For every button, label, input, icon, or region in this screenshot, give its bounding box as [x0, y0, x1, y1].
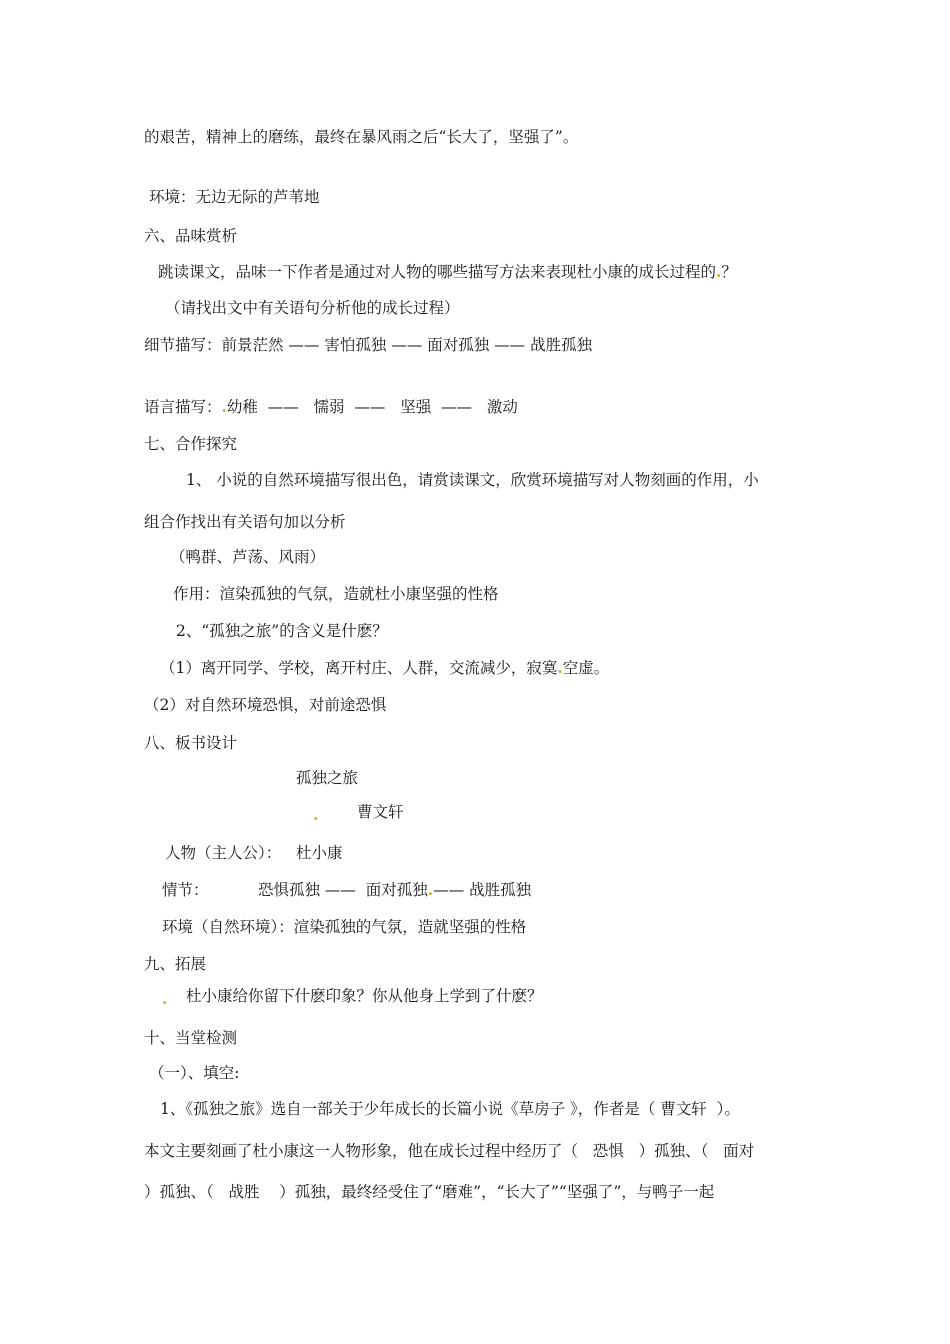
text-line: （请找出文中有关语句分析他的成长过程）	[165, 299, 460, 317]
text-span: 恐惧孤独 —— 面对孤独	[258, 881, 428, 899]
text-line: 杜小康给你留下什麽印象？你从他身上学到了什麽？	[186, 987, 543, 1005]
text-line: 情节：	[162, 881, 209, 899]
text-span: 空虚。	[562, 659, 610, 677]
marker-dot: .	[557, 658, 563, 677]
text-line: 作用：渲染孤独的气氛，造就杜小康坚强的性格	[173, 585, 499, 603]
text-line: 组合作找出有关语句加以分析	[144, 513, 346, 531]
text-span: ？	[721, 263, 737, 281]
text-span: 语言描写：	[144, 398, 222, 416]
text-span: （1）离开同学、学校，离开村庄、人群，交流减少，寂寞	[160, 659, 558, 677]
section-heading: 九、拓展	[144, 955, 207, 973]
text-line: 2、“孤独之旅”的含义是什麽？	[176, 622, 388, 640]
text-line	[144, 397, 518, 417]
section-heading: 六、品味赏析	[144, 227, 238, 245]
text-line: 1、 小说的自然环境描写很出色，请赏读课文，欣赏环境描写对人物刻画的作用，小	[186, 471, 759, 489]
text-line: （鸭群、芦荡、风雨）	[170, 548, 326, 566]
board-author: 曹文轩	[357, 803, 404, 821]
text-line: 1、《孤独之旅》选自一部关于少年成长的长篇小说《草房子 》，作者是（ 曹文轩 ）。	[160, 1100, 740, 1118]
text-line: （2）对自然环境恐惧，对前途恐惧	[144, 696, 387, 714]
marker-dot: .	[313, 805, 319, 824]
text-span: —— 战胜孤独	[433, 881, 532, 899]
text-line	[258, 880, 531, 900]
board-title: 孤独之旅	[296, 769, 359, 787]
text-line: （一）、填空:	[149, 1064, 240, 1082]
section-heading: 七、合作探究	[144, 435, 238, 453]
text-line: 的艰苦，精神上的磨练，最终在暴风雨之后“长大了，坚强了”。	[144, 128, 579, 146]
text-line: 本文主要刻画了杜小康这一人物形象，他在成长过程中经历了（ 恐惧 ）孤独、（ 面对	[144, 1142, 755, 1160]
section-heading: 八、板书设计	[144, 734, 238, 752]
text-line	[160, 658, 609, 678]
text-line	[158, 262, 737, 282]
marker-dot: .	[162, 989, 168, 1008]
text-line: 人物（主人公）： 杜小康	[165, 844, 343, 862]
marker-dot: .	[221, 397, 227, 416]
text-line: 环境：无边无际的芦苇地	[149, 188, 320, 206]
text-span: 跳读课文，品味一下作者是通过对人物的哪些描写方法来表现杜小康的成长过程的	[158, 263, 717, 281]
text-line: 环境（自然环境）：渲染孤独的气氛，造就坚强的性格	[162, 918, 527, 936]
marker-dot: .	[716, 262, 722, 281]
text-line: 细节描写：前景茫然 —— 害怕孤独 —— 面对孤独 —— 战胜孤独	[144, 336, 593, 354]
text-span: 幼稚 —— 懦弱 —— 坚强 —— 激动	[226, 398, 518, 416]
text-line: ）孤独、（ 战胜 ）孤独，最终经受住了“磨难”，“长大了”“坚强了”，与鸭子一起	[144, 1183, 715, 1201]
section-heading: 十、当堂检测	[144, 1029, 238, 1047]
marker-dot: .	[427, 880, 434, 899]
